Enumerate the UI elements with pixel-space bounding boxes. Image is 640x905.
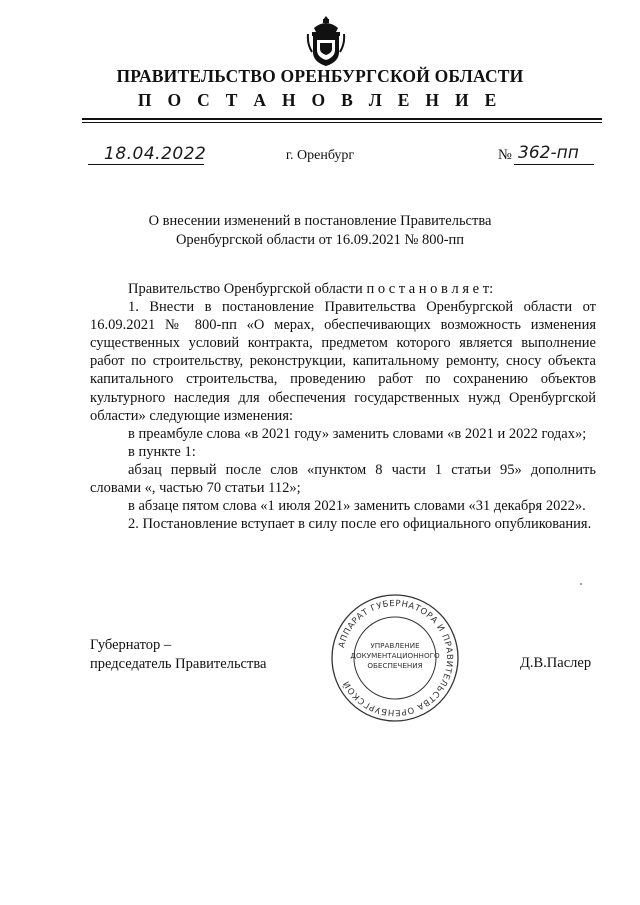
body-paragraph: абзац первый после слов «пунктом 8 части 1 статьи 95» дополнить словами «, частью 70 статьи 112»;	[90, 461, 596, 497]
header-rule-thin	[82, 122, 602, 123]
stamp-center-line: УПРАВЛЕНИЕ	[370, 641, 420, 650]
document-body	[90, 280, 596, 533]
body-paragraph: в преамбуле слова «в 2021 году» заменить словами «в 2021 и 2022 годах»;	[128, 425, 587, 442]
signatory-role-line: председатель Правительства	[90, 656, 267, 672]
signatory-role-line: Губернатор –	[90, 637, 172, 653]
header-rule-thick	[82, 118, 602, 120]
organization-name: ПРАВИТЕЛЬСТВО ОРЕНБУРГСКОЙ ОБЛАСТИ	[116, 66, 524, 86]
signatory-role	[90, 636, 266, 674]
document-title	[0, 212, 640, 250]
document-type-heading: П О С Т А Н О В Л Е Н И Е	[137, 90, 503, 110]
number-underline	[514, 164, 594, 165]
coat-of-arms-emblem	[306, 14, 346, 68]
body-paragraph: в пункте 1:	[128, 443, 196, 460]
signatory-name: Д.В.Паслер	[520, 655, 592, 671]
document-city: г. Оренбург	[285, 148, 355, 163]
official-stamp	[329, 592, 461, 724]
body-paragraph: 2. Постановление вступает в силу после его официального опубликования.	[128, 516, 592, 533]
title-line: Оренбургской области от 16.09.2021 № 800-пп	[175, 232, 465, 248]
stamp-ring-text: АППАРАТ ГУБЕРНАТОРА И ПРАВИТЕЛЬСТВА ОРЕНБУРГСКОЙ	[337, 598, 455, 718]
body-paragraph: 1. Внести в постановление Правительства Оренбургской области от 16.09.2021 № 800-пп «О мерах, обеспечивающих возможность изменения существенных условий контракта, предметом которого является выполнение работ по строительству, реконструкции, капитальному ремонту, сносу объекта капитального строительства, проведению работ по сохранению объектов культурного наследия для обеспечения государственных нужд Оренбургской области» следующие изменения:	[90, 299, 596, 424]
body-paragraph: Правительство Оренбургской области п о с т а н о в л я е т:	[128, 281, 494, 297]
document-number: 362-пп	[518, 143, 579, 163]
scan-speck	[580, 583, 582, 585]
number-sign: №	[498, 147, 512, 163]
date-underline	[88, 164, 204, 165]
body-paragraph: в абзаце пятом слова «1 июля 2021» заменить словами «31 декабря 2022».	[128, 498, 586, 515]
stamp-center-line: ДОКУМЕНТАЦИОННОГО	[350, 651, 440, 660]
title-line: О внесении изменений в постановление Правительства	[148, 213, 492, 229]
stamp-center-line: ОБЕСПЕЧЕНИЯ	[367, 661, 423, 670]
document-date: 18.04.2022	[104, 144, 207, 164]
